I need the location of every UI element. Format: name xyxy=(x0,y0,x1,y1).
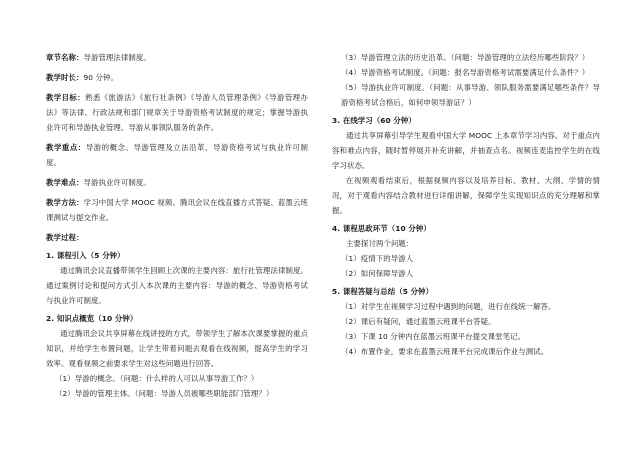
section-5-item-1: （1）对学生在视频学习过程中遇到的问题，进行在线统一解答。 xyxy=(341,302,556,311)
section-3-text-1: 通过共享屏幕引导学生观看中国大学 MOOC 上本章节学习内容。对于重点内容和难点内容，随时暂停展开补充讲解，并抽查点名。视频连麦监控学生的在线学习状态。 xyxy=(332,131,600,170)
method-line xyxy=(46,195,308,225)
duration-label: 教学时长： xyxy=(46,73,84,82)
chapter-value: 导游管理法律制度。 xyxy=(83,53,151,62)
section-2-question-4: （4）导游资格考试制度。（问题：报名导游资格考试需要满足什么条件？） xyxy=(341,68,590,77)
goal-value: 熟悉《旅游法》《旅行社条例》《导游人员管理条例》《导游管理办法》等法律、行政法规和部门规章关于导游资格考试制度的规定；掌握导游执业许可和导游执业管理、导游从事领队服务的条件。 xyxy=(46,93,308,132)
difficulty-label: 教学难点： xyxy=(46,178,84,187)
duration-value: 90 分钟。 xyxy=(83,73,118,82)
method-label: 教学方法： xyxy=(46,198,84,207)
section-2-question-3: （3）导游管理立法的历史沿革。（问题：导游管理的立法经历哪些阶段？） xyxy=(341,53,590,62)
difficulty-value: 导游执业许可制度。 xyxy=(83,178,151,187)
left-column xyxy=(46,50,308,401)
section-4-item-2: （2）如何保障导游人 xyxy=(341,269,414,278)
section-3-heading: 3. 在线学习（60 分钟） xyxy=(332,116,416,125)
section-1-heading: 1. 课程引入（5 分钟） xyxy=(46,251,125,260)
goal-line xyxy=(46,90,308,135)
section-5-heading: 5. 课程答疑与总结（5 分钟） xyxy=(332,287,434,296)
section-5-item-2: （2）课后有疑问，通过蓝墨云班课平台答疑。 xyxy=(341,317,496,326)
chapter-label: 章节名称： xyxy=(46,53,84,62)
right-column xyxy=(332,50,600,359)
duration-line xyxy=(46,70,308,85)
key-value: 导游的概念、导游管理及立法沿革、导游资格考试与执业许可制度。 xyxy=(46,143,308,167)
section-2-question-5: （5）导游执业许可制度。（问题：从事导游、领队服务需要满足哪些条件？导游资格考试合格后，如何申领导游证？） xyxy=(341,83,600,107)
section-5-item-3: （3）下课 10 分钟内在蓝墨云班课平台提交课堂笔记。 xyxy=(341,332,526,341)
key-line xyxy=(46,140,308,170)
section-4-text: 主要探讨两个问题： xyxy=(346,239,414,248)
section-2-question-2: （2）导游的管理主体。（问题：导游人员被哪些职能部门管理？） xyxy=(55,389,274,398)
section-1-text: 通过腾讯会议直播带领学生回顾上次课的主要内容：旅行社管理法律制度。通过案例讨论和提问方式引入本次课的主要内容：导游的概念、导游资格考试与执业许可制度。 xyxy=(46,266,308,305)
process-heading: 教学过程： xyxy=(46,233,84,242)
difficulty-line xyxy=(46,175,308,190)
goal-label: 教学目标： xyxy=(46,93,86,102)
section-4-heading: 4. 课程思政环节（10 分钟） xyxy=(332,224,431,233)
section-5-item-4: （4）布置作业，要求在蓝墨云班课平台完成课后作业与测试。 xyxy=(341,347,549,356)
section-3-text-2: 在视频观看结束后，根据视频内容以及培养目标、教材、大纲、学情的情况，对于观看内容结合教材进行详细讲解，保障学生实现知识点的充分理解和掌握。 xyxy=(332,176,600,215)
section-4-item-1: （1）疫情下的导游人 xyxy=(341,254,414,263)
key-label: 教学重点： xyxy=(46,143,86,152)
section-2-question-1: （1）导游的概念。（问题：什么样的人可以从事导游工作？） xyxy=(55,374,259,383)
chapter-line xyxy=(46,50,308,65)
method-value: 学习中国大学 MOOC 视频、腾讯会议在线直播方式答疑、蓝墨云班课测试与提交作业。 xyxy=(46,198,308,222)
section-2-heading: 2. 知识点概览（10 分钟） xyxy=(46,314,138,323)
section-2-text: 通过腾讯会议共享屏幕在线讲授的方式，带领学生了解本次课要掌握的重点知识，并给学生布置问题，让学生带着问题去观看在线视频，提高学生的学习效率。观看视频之前要求学生对这些问题进行回答。 xyxy=(46,329,308,368)
